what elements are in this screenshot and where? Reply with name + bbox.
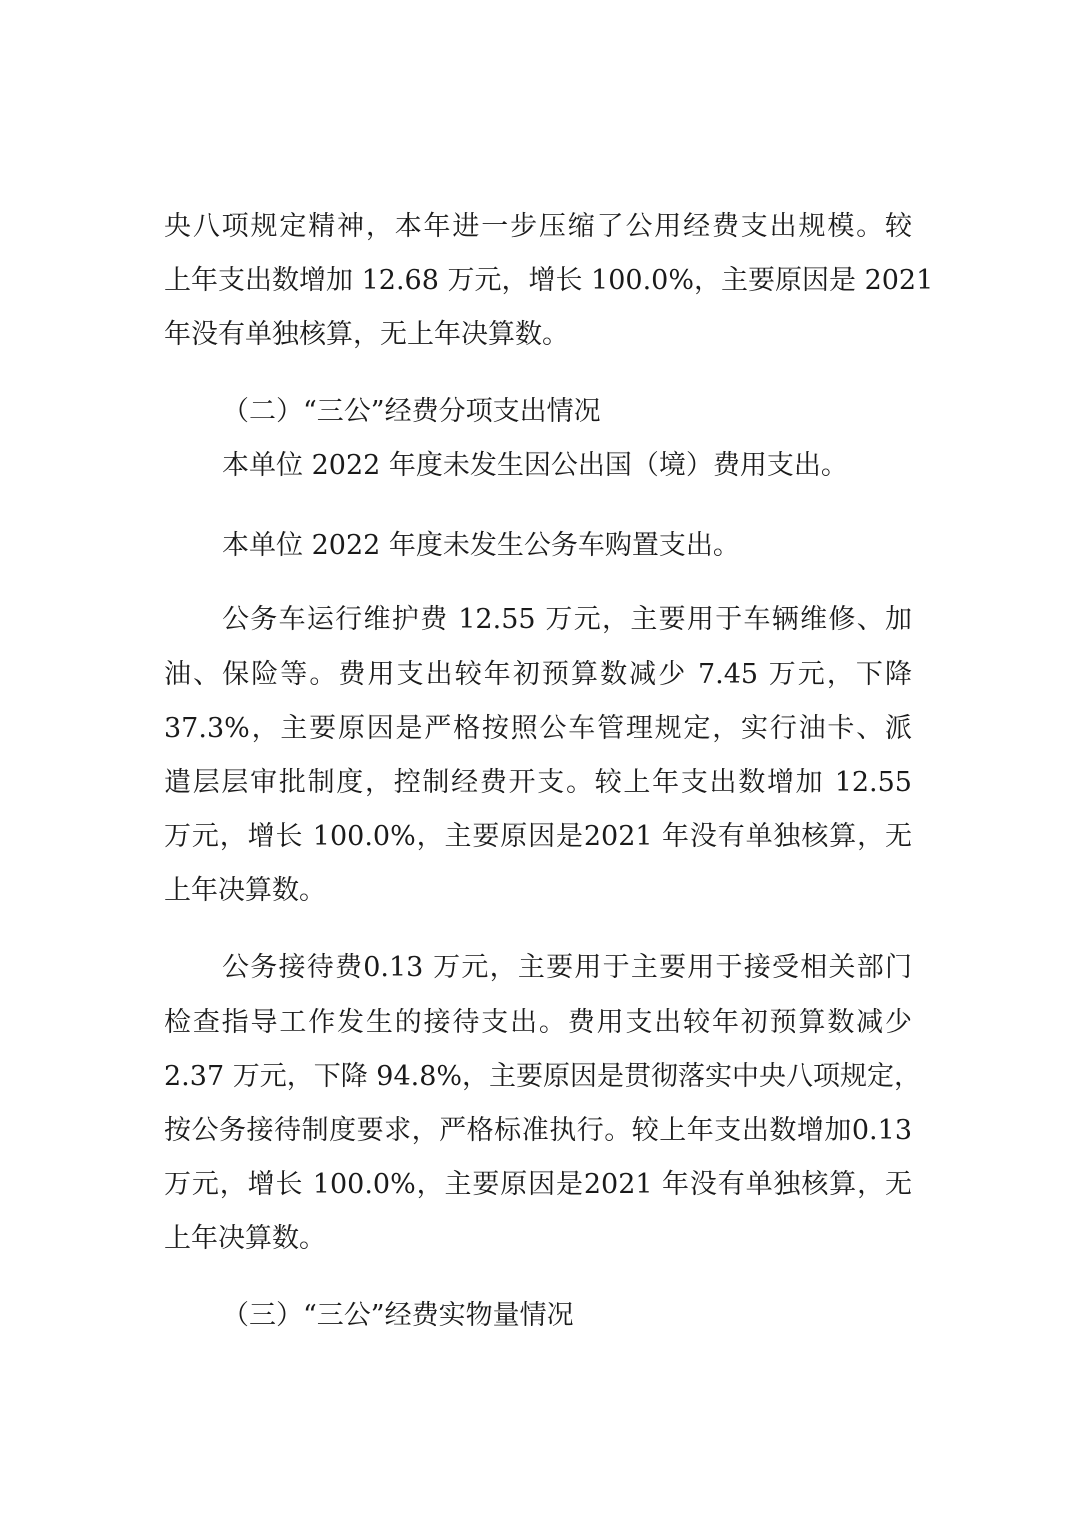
- paragraph-line: 上年支出数增加 12.68 万元，增长 100.0%，主要原因是 2021: [164, 265, 934, 296]
- paragraph-line: 公务接待费0.13 万元，主要用于主要用于接受相关部门: [222, 952, 912, 983]
- paragraph-line: 本单位 2022 年度未发生公务车购置支出。: [222, 530, 740, 561]
- paragraph-line: 上年决算数。: [164, 875, 326, 906]
- paragraph-line: 本单位 2022 年度未发生因公出国（境）费用支出。: [222, 450, 848, 481]
- section-heading: （三）“三公”经费实物量情况: [222, 1300, 574, 1331]
- paragraph-line: 公务车运行维护费 12.55 万元，主要用于车辆维修、加: [222, 604, 912, 635]
- paragraph-line: 检查指导工作发生的接待支出。费用支出较年初预算数减少: [164, 1007, 912, 1038]
- paragraph-line: 油、保险等。费用支出较年初预算数减少 7.45 万元，下降: [164, 659, 912, 690]
- paragraph-line: 上年决算数。: [164, 1223, 326, 1254]
- paragraph-line: 按公务接待制度要求，严格标准执行。较上年支出数增加0.13: [164, 1115, 912, 1146]
- paragraph-line: 37.3%，主要原因是严格按照公车管理规定，实行油卡、派: [164, 713, 912, 744]
- paragraph-line: 万元，增长 100.0%，主要原因是2021 年没有单独核算，无: [164, 821, 912, 852]
- section-heading: （二）“三公”经费分项支出情况: [222, 396, 601, 427]
- paragraph-line: 2.37 万元，下降 94.8%，主要原因是贯彻落实中央八项规定，: [164, 1061, 922, 1092]
- paragraph-line: 央八项规定精神，本年进一步压缩了公用经费支出规模。较: [164, 211, 912, 242]
- paragraph-line: 年没有单独核算，无上年决算数。: [164, 319, 569, 350]
- paragraph-line: 万元，增长 100.0%，主要原因是2021 年没有单独核算，无: [164, 1169, 912, 1200]
- paragraph-line: 遣层层审批制度，控制经费开支。较上年支出数增加 12.55: [164, 767, 912, 798]
